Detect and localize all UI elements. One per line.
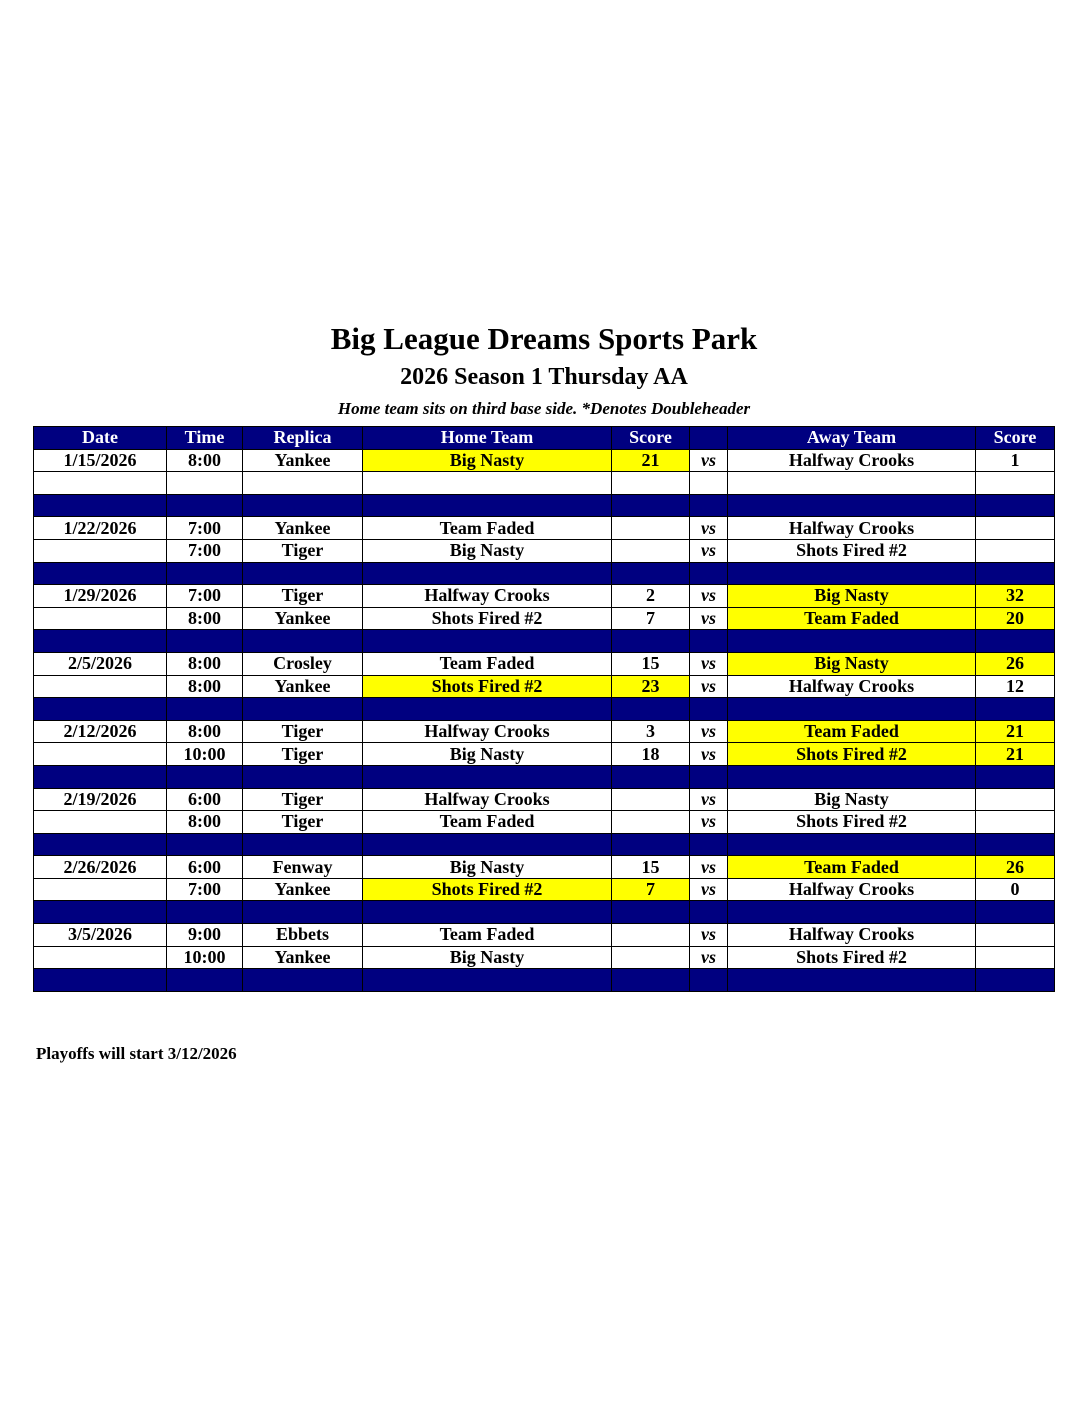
separator-cell <box>612 494 690 517</box>
separator-cell <box>363 698 612 721</box>
away-team-cell: Halfway Crooks <box>728 517 976 540</box>
away-score-cell <box>976 811 1055 834</box>
separator-cell <box>363 901 612 924</box>
separator-cell <box>612 833 690 856</box>
column-header-home-score: Score <box>612 427 690 450</box>
column-header-home-team: Home Team <box>363 427 612 450</box>
date-cell: 1/22/2026 <box>34 517 167 540</box>
separator-cell <box>167 901 243 924</box>
time-cell: 8:00 <box>167 607 243 630</box>
time-cell: 10:00 <box>167 743 243 766</box>
table-row <box>34 585 1055 608</box>
vs-cell: vs <box>690 652 728 675</box>
separator-cell <box>243 562 363 585</box>
home-score-cell: 23 <box>612 675 690 698</box>
away-team-cell: Shots Fired #2 <box>728 539 976 562</box>
separator-cell <box>976 833 1055 856</box>
home-team-cell: Halfway Crooks <box>363 788 612 811</box>
separator-cell <box>612 765 690 788</box>
home-team-cell: Big Nasty <box>363 539 612 562</box>
separator-cell <box>728 969 976 992</box>
separator-row <box>34 494 1055 517</box>
schedule-body <box>34 449 1055 991</box>
separator-cell <box>976 494 1055 517</box>
replica-cell: Yankee <box>243 946 363 969</box>
home-team-cell: Shots Fired #2 <box>363 607 612 630</box>
time-cell: 6:00 <box>167 856 243 879</box>
separator-cell <box>690 969 728 992</box>
home-score-cell <box>612 788 690 811</box>
away-score-cell <box>976 517 1055 540</box>
replica-cell: Crosley <box>243 652 363 675</box>
table-row <box>34 878 1055 901</box>
home-score-cell: 18 <box>612 743 690 766</box>
separator-cell <box>363 562 612 585</box>
separator-cell <box>243 969 363 992</box>
away-score-cell: 26 <box>976 856 1055 879</box>
home-team-cell: Team Faded <box>363 811 612 834</box>
away-score-cell <box>976 946 1055 969</box>
separator-cell <box>34 630 167 653</box>
table-header-row <box>34 427 1055 450</box>
column-header-away-team: Away Team <box>728 427 976 450</box>
separator-cell <box>363 833 612 856</box>
separator-row <box>34 698 1055 721</box>
home-score-cell: 2 <box>612 585 690 608</box>
table-row <box>34 856 1055 879</box>
home-team-cell: Big Nasty <box>363 856 612 879</box>
table-row <box>34 811 1055 834</box>
date-cell: 1/29/2026 <box>34 585 167 608</box>
vs-cell: vs <box>690 449 728 472</box>
separator-cell <box>34 765 167 788</box>
home-team-cell: Shots Fired #2 <box>363 675 612 698</box>
away-score-cell <box>976 539 1055 562</box>
time-cell: 7:00 <box>167 878 243 901</box>
replica-cell: Yankee <box>243 449 363 472</box>
away-score-cell: 26 <box>976 652 1055 675</box>
vs-cell: vs <box>690 720 728 743</box>
replica-cell: Fenway <box>243 856 363 879</box>
separator-cell <box>690 765 728 788</box>
column-header-replica: Replica <box>243 427 363 450</box>
separator-cell <box>34 562 167 585</box>
away-team-cell: Halfway Crooks <box>728 878 976 901</box>
separator-cell <box>34 494 167 517</box>
replica-cell: Tiger <box>243 539 363 562</box>
replica-cell: Yankee <box>243 878 363 901</box>
away-team-cell: Team Faded <box>728 720 976 743</box>
date-cell <box>34 946 167 969</box>
separator-cell <box>34 969 167 992</box>
separator-cell <box>728 494 976 517</box>
column-header-time: Time <box>167 427 243 450</box>
separator-row <box>34 562 1055 585</box>
separator-cell <box>976 562 1055 585</box>
home-score-cell <box>612 539 690 562</box>
separator-cell <box>167 562 243 585</box>
blank-row <box>34 472 1055 495</box>
separator-cell <box>728 833 976 856</box>
page-title: Big League Dreams Sports Park <box>330 321 758 356</box>
away-team-cell: Team Faded <box>728 607 976 630</box>
column-header-vs <box>690 427 728 450</box>
date-cell <box>34 539 167 562</box>
away-score-cell <box>976 788 1055 811</box>
table-row <box>34 788 1055 811</box>
separator-cell <box>243 698 363 721</box>
separator-cell <box>612 630 690 653</box>
date-cell: 2/12/2026 <box>34 720 167 743</box>
separator-cell <box>243 765 363 788</box>
home-score-cell: 3 <box>612 720 690 743</box>
separator-cell <box>690 833 728 856</box>
date-cell: 1/15/2026 <box>34 449 167 472</box>
separator-cell <box>612 698 690 721</box>
column-header-date: Date <box>34 427 167 450</box>
replica-cell: Yankee <box>243 607 363 630</box>
separator-cell <box>690 901 728 924</box>
separator-row <box>34 833 1055 856</box>
separator-cell <box>976 765 1055 788</box>
separator-cell <box>167 969 243 992</box>
schedule-table <box>33 426 1055 992</box>
time-cell: 8:00 <box>167 652 243 675</box>
separator-cell <box>34 698 167 721</box>
separator-cell <box>243 630 363 653</box>
separator-cell <box>690 630 728 653</box>
home-team-cell: Big Nasty <box>363 449 612 472</box>
separator-cell <box>167 698 243 721</box>
separator-cell <box>243 901 363 924</box>
date-cell: 2/19/2026 <box>34 788 167 811</box>
away-team-cell: Team Faded <box>728 856 976 879</box>
date-cell: 2/5/2026 <box>34 652 167 675</box>
home-team-cell: Shots Fired #2 <box>363 878 612 901</box>
blank-cell <box>976 472 1055 495</box>
separator-row <box>34 630 1055 653</box>
separator-cell <box>612 969 690 992</box>
vs-cell: vs <box>690 788 728 811</box>
home-score-cell: 7 <box>612 607 690 630</box>
separator-row <box>34 969 1055 992</box>
separator-cell <box>167 494 243 517</box>
time-cell: 7:00 <box>167 539 243 562</box>
away-team-cell: Big Nasty <box>728 585 976 608</box>
separator-cell <box>728 765 976 788</box>
vs-cell: vs <box>690 585 728 608</box>
separator-cell <box>728 562 976 585</box>
away-team-cell: Shots Fired #2 <box>728 946 976 969</box>
blank-cell <box>363 472 612 495</box>
separator-cell <box>612 901 690 924</box>
date-cell <box>34 811 167 834</box>
table-row <box>34 720 1055 743</box>
separator-cell <box>363 494 612 517</box>
date-cell <box>34 675 167 698</box>
separator-cell <box>728 630 976 653</box>
away-team-cell: Shots Fired #2 <box>728 743 976 766</box>
replica-cell: Tiger <box>243 788 363 811</box>
separator-cell <box>976 698 1055 721</box>
time-cell: 7:00 <box>167 585 243 608</box>
separator-cell <box>363 765 612 788</box>
home-score-cell <box>612 811 690 834</box>
separator-row <box>34 901 1055 924</box>
replica-cell: Yankee <box>243 675 363 698</box>
away-team-cell: Big Nasty <box>728 652 976 675</box>
home-team-cell: Big Nasty <box>363 946 612 969</box>
page-note: Home team sits on third base side. *Denotes Doubleheader <box>337 399 751 418</box>
table-row <box>34 924 1055 947</box>
vs-cell: vs <box>690 811 728 834</box>
separator-row <box>34 765 1055 788</box>
separator-cell <box>243 833 363 856</box>
separator-cell <box>167 765 243 788</box>
home-team-cell: Team Faded <box>363 924 612 947</box>
separator-cell <box>612 562 690 585</box>
home-team-cell: Big Nasty <box>363 743 612 766</box>
vs-cell: vs <box>690 856 728 879</box>
vs-cell: vs <box>690 924 728 947</box>
away-score-cell: 12 <box>976 675 1055 698</box>
separator-cell <box>243 494 363 517</box>
replica-cell: Tiger <box>243 585 363 608</box>
away-score-cell: 21 <box>976 720 1055 743</box>
date-cell <box>34 878 167 901</box>
vs-cell: vs <box>690 743 728 766</box>
separator-cell <box>34 901 167 924</box>
blank-cell <box>728 472 976 495</box>
away-score-cell: 1 <box>976 449 1055 472</box>
separator-cell <box>167 833 243 856</box>
separator-cell <box>976 969 1055 992</box>
separator-cell <box>976 630 1055 653</box>
table-row <box>34 607 1055 630</box>
table-row <box>34 946 1055 969</box>
date-cell <box>34 607 167 630</box>
home-score-cell: 7 <box>612 878 690 901</box>
away-team-cell: Halfway Crooks <box>728 924 976 947</box>
away-score-cell: 0 <box>976 878 1055 901</box>
home-team-cell: Team Faded <box>363 652 612 675</box>
home-score-cell: 21 <box>612 449 690 472</box>
away-team-cell: Shots Fired #2 <box>728 811 976 834</box>
replica-cell: Tiger <box>243 720 363 743</box>
separator-cell <box>728 698 976 721</box>
table-row <box>34 743 1055 766</box>
away-score-cell <box>976 924 1055 947</box>
table-row <box>34 449 1055 472</box>
home-score-cell <box>612 517 690 540</box>
home-team-cell: Halfway Crooks <box>363 720 612 743</box>
vs-cell: vs <box>690 517 728 540</box>
away-team-cell: Big Nasty <box>728 788 976 811</box>
column-header-away-score: Score <box>976 427 1055 450</box>
vs-cell: vs <box>690 878 728 901</box>
time-cell: 7:00 <box>167 517 243 540</box>
replica-cell: Tiger <box>243 811 363 834</box>
table-row <box>34 539 1055 562</box>
time-cell: 10:00 <box>167 946 243 969</box>
time-cell: 6:00 <box>167 788 243 811</box>
separator-cell <box>167 630 243 653</box>
time-cell: 8:00 <box>167 811 243 834</box>
separator-cell <box>690 562 728 585</box>
date-cell: 3/5/2026 <box>34 924 167 947</box>
home-team-cell: Halfway Crooks <box>363 585 612 608</box>
blank-cell <box>612 472 690 495</box>
separator-cell <box>363 969 612 992</box>
date-cell <box>34 743 167 766</box>
playoffs-note: Playoffs will start 3/12/2026 <box>36 1044 237 1063</box>
home-score-cell <box>612 924 690 947</box>
vs-cell: vs <box>690 607 728 630</box>
date-cell: 2/26/2026 <box>34 856 167 879</box>
table-row <box>34 652 1055 675</box>
vs-cell: vs <box>690 946 728 969</box>
away-team-cell: Halfway Crooks <box>728 675 976 698</box>
table-row <box>34 675 1055 698</box>
vs-cell: vs <box>690 675 728 698</box>
home-team-cell: Team Faded <box>363 517 612 540</box>
away-team-cell: Halfway Crooks <box>728 449 976 472</box>
home-score-cell: 15 <box>612 856 690 879</box>
replica-cell: Tiger <box>243 743 363 766</box>
separator-cell <box>363 630 612 653</box>
away-score-cell: 20 <box>976 607 1055 630</box>
separator-cell <box>690 698 728 721</box>
replica-cell: Ebbets <box>243 924 363 947</box>
replica-cell: Yankee <box>243 517 363 540</box>
vs-cell: vs <box>690 539 728 562</box>
time-cell: 9:00 <box>167 924 243 947</box>
table-row <box>34 517 1055 540</box>
away-score-cell: 21 <box>976 743 1055 766</box>
time-cell: 8:00 <box>167 449 243 472</box>
blank-cell <box>167 472 243 495</box>
blank-cell <box>34 472 167 495</box>
home-score-cell: 15 <box>612 652 690 675</box>
blank-cell <box>243 472 363 495</box>
away-score-cell: 32 <box>976 585 1055 608</box>
separator-cell <box>976 901 1055 924</box>
home-score-cell <box>612 946 690 969</box>
separator-cell <box>728 901 976 924</box>
time-cell: 8:00 <box>167 720 243 743</box>
blank-cell <box>690 472 728 495</box>
separator-cell <box>690 494 728 517</box>
page-subtitle: 2026 Season 1 Thursday AA <box>400 364 688 390</box>
separator-cell <box>34 833 167 856</box>
time-cell: 8:00 <box>167 675 243 698</box>
